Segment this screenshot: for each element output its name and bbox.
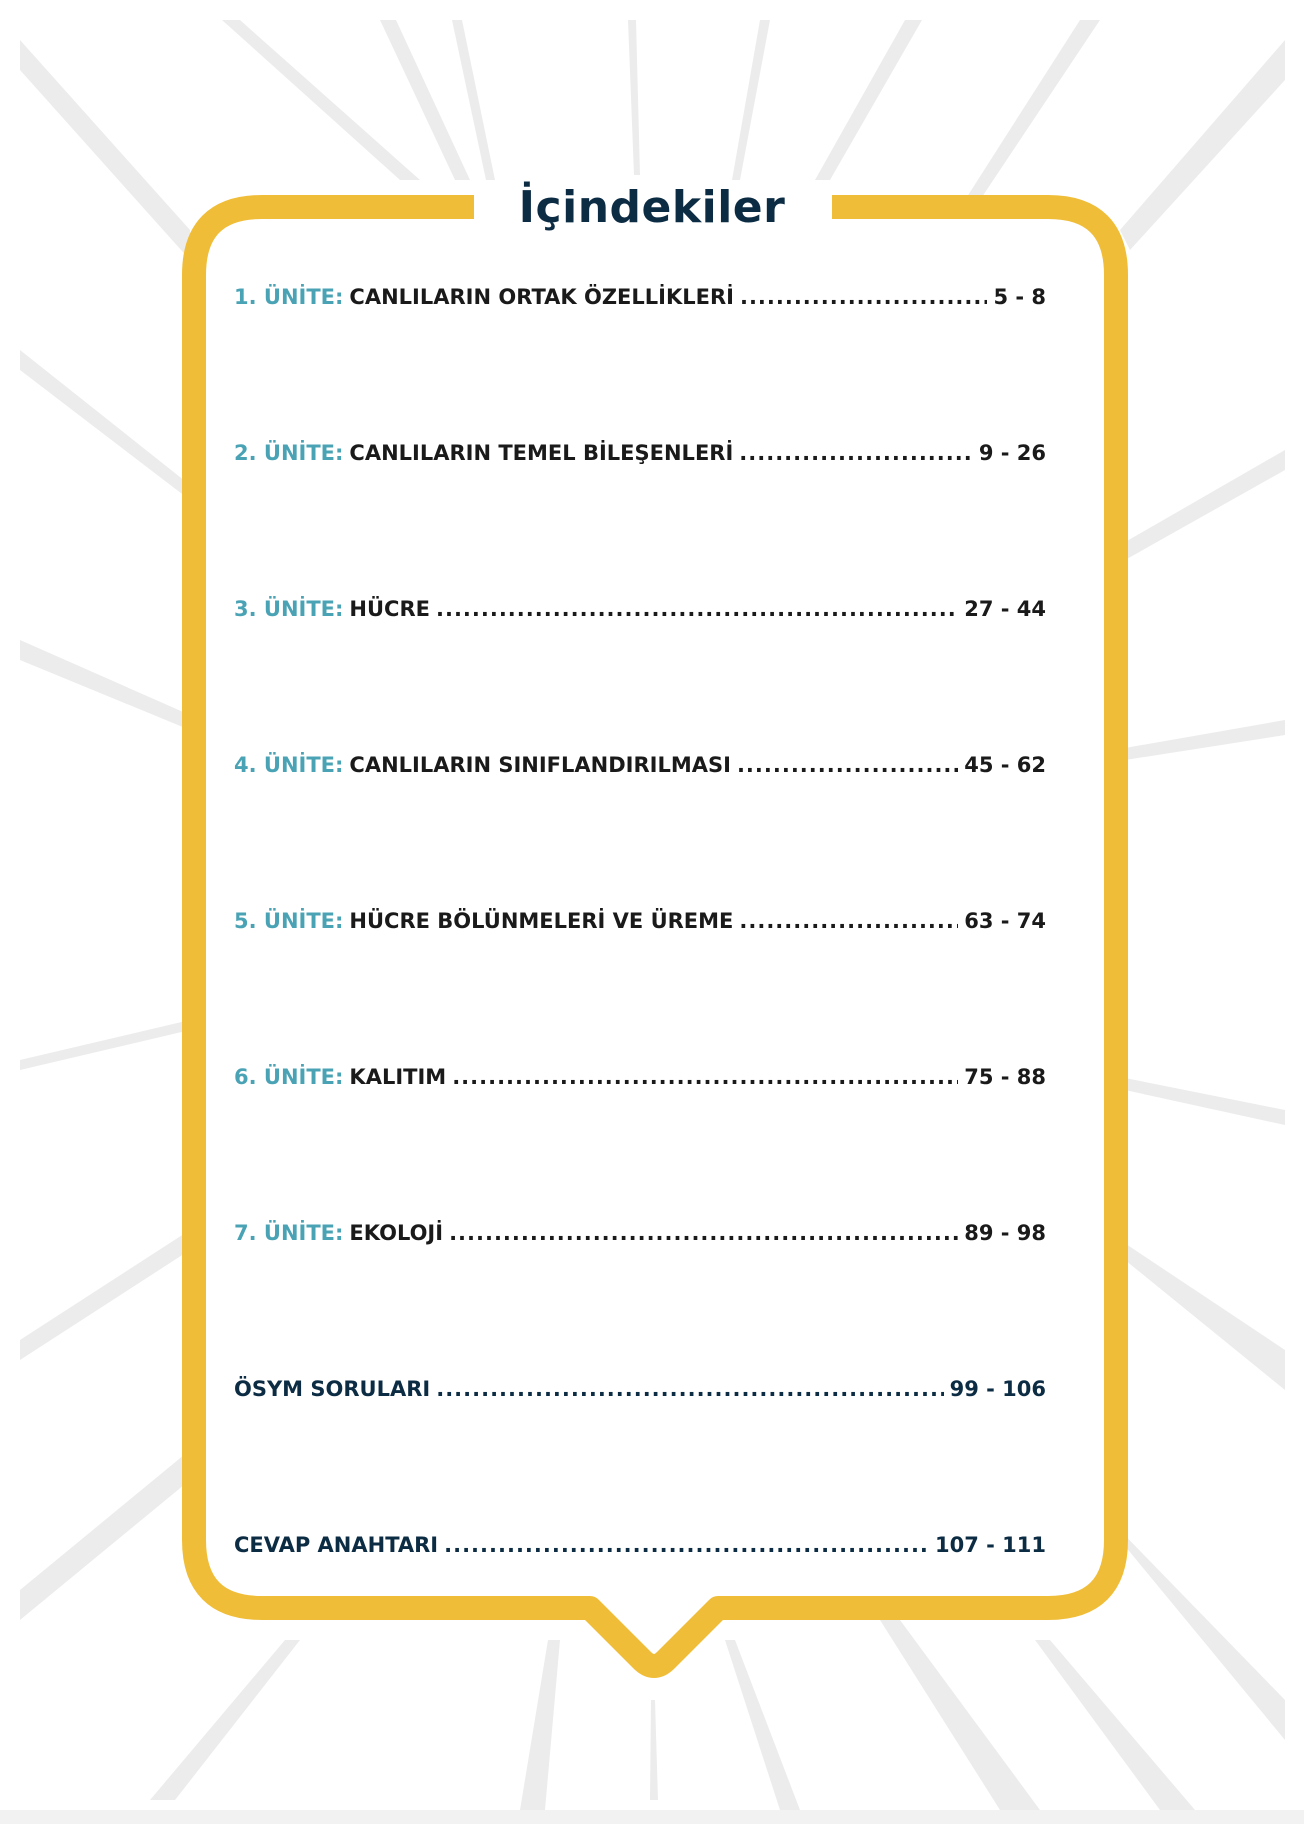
toc-unit-name: HÜCRE (349, 597, 430, 621)
toc-dot-leader (436, 592, 958, 626)
toc-entry-unit-5[interactable] (234, 904, 1046, 938)
toc-dot-leader (737, 748, 958, 782)
toc-page-range: 75 - 88 (964, 1065, 1046, 1089)
toc-section-name: CEVAP ANAHTARI (234, 1533, 439, 1557)
toc-entry-osym-questions[interactable] (234, 1372, 1046, 1406)
toc-unit-name: HÜCRE BÖLÜNMELERİ VE ÜREME (349, 909, 734, 933)
toc-page-range: 63 - 74 (964, 909, 1046, 933)
toc-dot-leader (436, 1372, 943, 1406)
toc-dot-leader (444, 1528, 929, 1562)
toc-unit-name: CANLILARIN SINIFLANDIRILMASI (349, 753, 731, 777)
toc-entry-answer-key[interactable] (234, 1528, 1046, 1562)
toc-unit-label: 6. ÜNİTE: (234, 1065, 344, 1089)
toc-entry-unit-7[interactable] (234, 1216, 1046, 1250)
toc-unit-name: EKOLOJİ (349, 1221, 444, 1245)
toc-unit-label: 3. ÜNİTE: (234, 597, 344, 621)
toc-entry-unit-1[interactable] (234, 280, 1046, 314)
toc-unit-label: 2. ÜNİTE: (234, 441, 344, 465)
toc-unit-label: 7. ÜNİTE: (234, 1221, 344, 1245)
toc-page-range: 45 - 62 (964, 753, 1046, 777)
toc-page-range: 9 - 26 (978, 441, 1046, 465)
toc-dot-leader (449, 1216, 958, 1250)
toc-page-range: 89 - 98 (964, 1221, 1046, 1245)
toc-dot-leader (739, 904, 958, 938)
toc-page-range: 27 - 44 (964, 597, 1046, 621)
toc-unit-label: 4. ÜNİTE: (234, 753, 344, 777)
toc-entry-unit-4[interactable] (234, 748, 1046, 782)
toc-unit-label: 1. ÜNİTE: (234, 285, 344, 309)
toc-section-name: ÖSYM SORULARI (234, 1377, 431, 1401)
toc-entry-unit-2[interactable] (234, 436, 1046, 470)
toc-unit-label: 5. ÜNİTE: (234, 909, 344, 933)
toc-dot-leader (740, 280, 987, 314)
toc-unit-name: KALITIM (349, 1065, 447, 1089)
toc-dot-leader (452, 1060, 958, 1094)
toc-unit-name: CANLILARIN TEMEL BİLEŞENLERİ (349, 441, 734, 465)
toc-unit-name: CANLILARIN ORTAK ÖZELLİKLERİ (349, 285, 734, 309)
toc-entry-unit-6[interactable] (234, 1060, 1046, 1094)
toc-entry-unit-3[interactable] (234, 592, 1046, 626)
toc-page-range: 107 - 111 (934, 1533, 1046, 1557)
page-title: İçindekiler (518, 182, 786, 233)
toc-dot-leader (739, 436, 973, 470)
toc-page-range: 99 - 106 (949, 1377, 1046, 1401)
toc-page-range: 5 - 8 (993, 285, 1046, 309)
